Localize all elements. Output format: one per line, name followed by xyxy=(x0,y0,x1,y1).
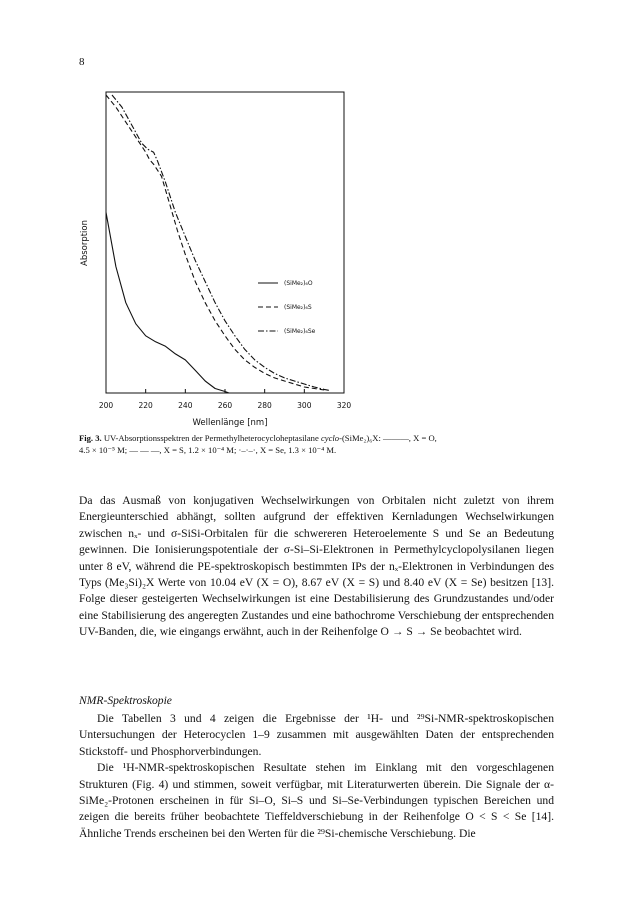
legend-label-1: (SiMe₂)₆O xyxy=(284,280,313,287)
caption-text-b: -(SiMe₂)₆X: ———, X = O, xyxy=(339,433,437,443)
caption-label: Fig. 3. xyxy=(79,433,102,443)
page-number: 8 xyxy=(79,56,85,68)
caption-text-a: UV-Absorptionsspektren der Permethylheterocycloheptasilane xyxy=(101,433,321,443)
series-line-3 xyxy=(112,95,330,391)
x-tick-label: 240 xyxy=(178,401,193,410)
body-paragraphs-nmr xyxy=(79,711,554,842)
series-line-1 xyxy=(106,212,229,393)
paragraph-text: Die Tabellen 3 und 4 zeigen die Ergebnisse der ¹H- und ²⁹Si-NMR-spektroskopischen Untersuchungen der Heterocyclen 1–9 zusammen mit ausgewählten Daten der entsprechenden Stickstoff- und Phosphorverbindungen. xyxy=(79,712,554,758)
x-tick-label: 280 xyxy=(257,401,272,410)
x-axis-label: Wellenlänge [nm] xyxy=(192,418,268,428)
series-line-2 xyxy=(106,95,324,390)
x-tick-label: 320 xyxy=(336,401,352,410)
figure-caption xyxy=(79,432,554,456)
legend-label-3: (SiMe₂)₆Se xyxy=(284,328,316,335)
legend-label-2: (SiMe₂)₆S xyxy=(284,304,312,311)
x-tick-label: 200 xyxy=(98,401,114,410)
body-paragraph-1 xyxy=(79,493,554,641)
paragraph-text: Da das Ausmaß von konjugativen Wechselwirkungen von Orbitalen nicht zuletzt von ihrem Energieunterschied abhängt, sollten aufgrund der effektiven Kernladungen Wechselwirkungen zwischen nₓ- und σ-SiSi-Orbitalen für die schwereren Heteroelemente S und Se an Bedeutung gewinnen. Die Ionisierungspotentiale der σ-Si–Si-Elektronen in Permethylcyclopolysilanen liegen unter 8 eV, während die PE-spektroskopisch bestimmten IPs der nₓ-Elektronen in Verbindungen des Typs (Me₃Si)₂X Werte von 10.04 eV (X = O), 8.67 eV (X = S) und 8.40 eV (X = Se) besitzen [13]. Folge dieser gesteigerten Wechselwirkungen ist eine Destabilisierung des Grundzustandes und/oder eine Stabilisierung des angeregten Zustandes und eine bathochrome Verschiebung der entsprechenden UV-Banden, die, wie eingangs erwähnt, auch in der Reihenfolge O → S → Se beobachtet wird. xyxy=(79,494,554,639)
plot-frame xyxy=(106,92,344,393)
section-title-nmr: NMR-Spektroskopie xyxy=(79,694,172,707)
x-tick-label: 220 xyxy=(138,401,153,410)
caption-line-2: 4.5 × 10⁻⁵ M; — — —, X = S, 1.2 × 10⁻⁴ M; ·–·–·, X = Se, 1.3 × 10⁻⁴ M. xyxy=(79,445,337,455)
paragraph-text: Die ¹H-NMR-spektroskopischen Resultate stehen im Einklang mit den vorgeschlagenen Strukturen (Fig. 4) und stimmen, soweit verfügbar, mit Literaturwerten überein. Die Signale der α-SiMe₂-Protonen erscheinen in für Si–O, Si–S und Si–Se-Verbindungen typischen Bereichen und zeigen die bereits früher beobachtete Tieffeldverschiebung in der Reihenfolge O < S < Se [14]. Ähnliche Trends erscheinen bei den Werten für die ²⁹Si-chemische Verschiebung. Die xyxy=(79,761,554,840)
x-tick-label: 260 xyxy=(217,401,233,410)
caption-cyclo: cyclo xyxy=(320,433,340,443)
uv-absorption-chart xyxy=(0,0,625,440)
x-tick-label: 300 xyxy=(297,401,312,410)
y-axis-label: Absorption xyxy=(80,219,90,267)
